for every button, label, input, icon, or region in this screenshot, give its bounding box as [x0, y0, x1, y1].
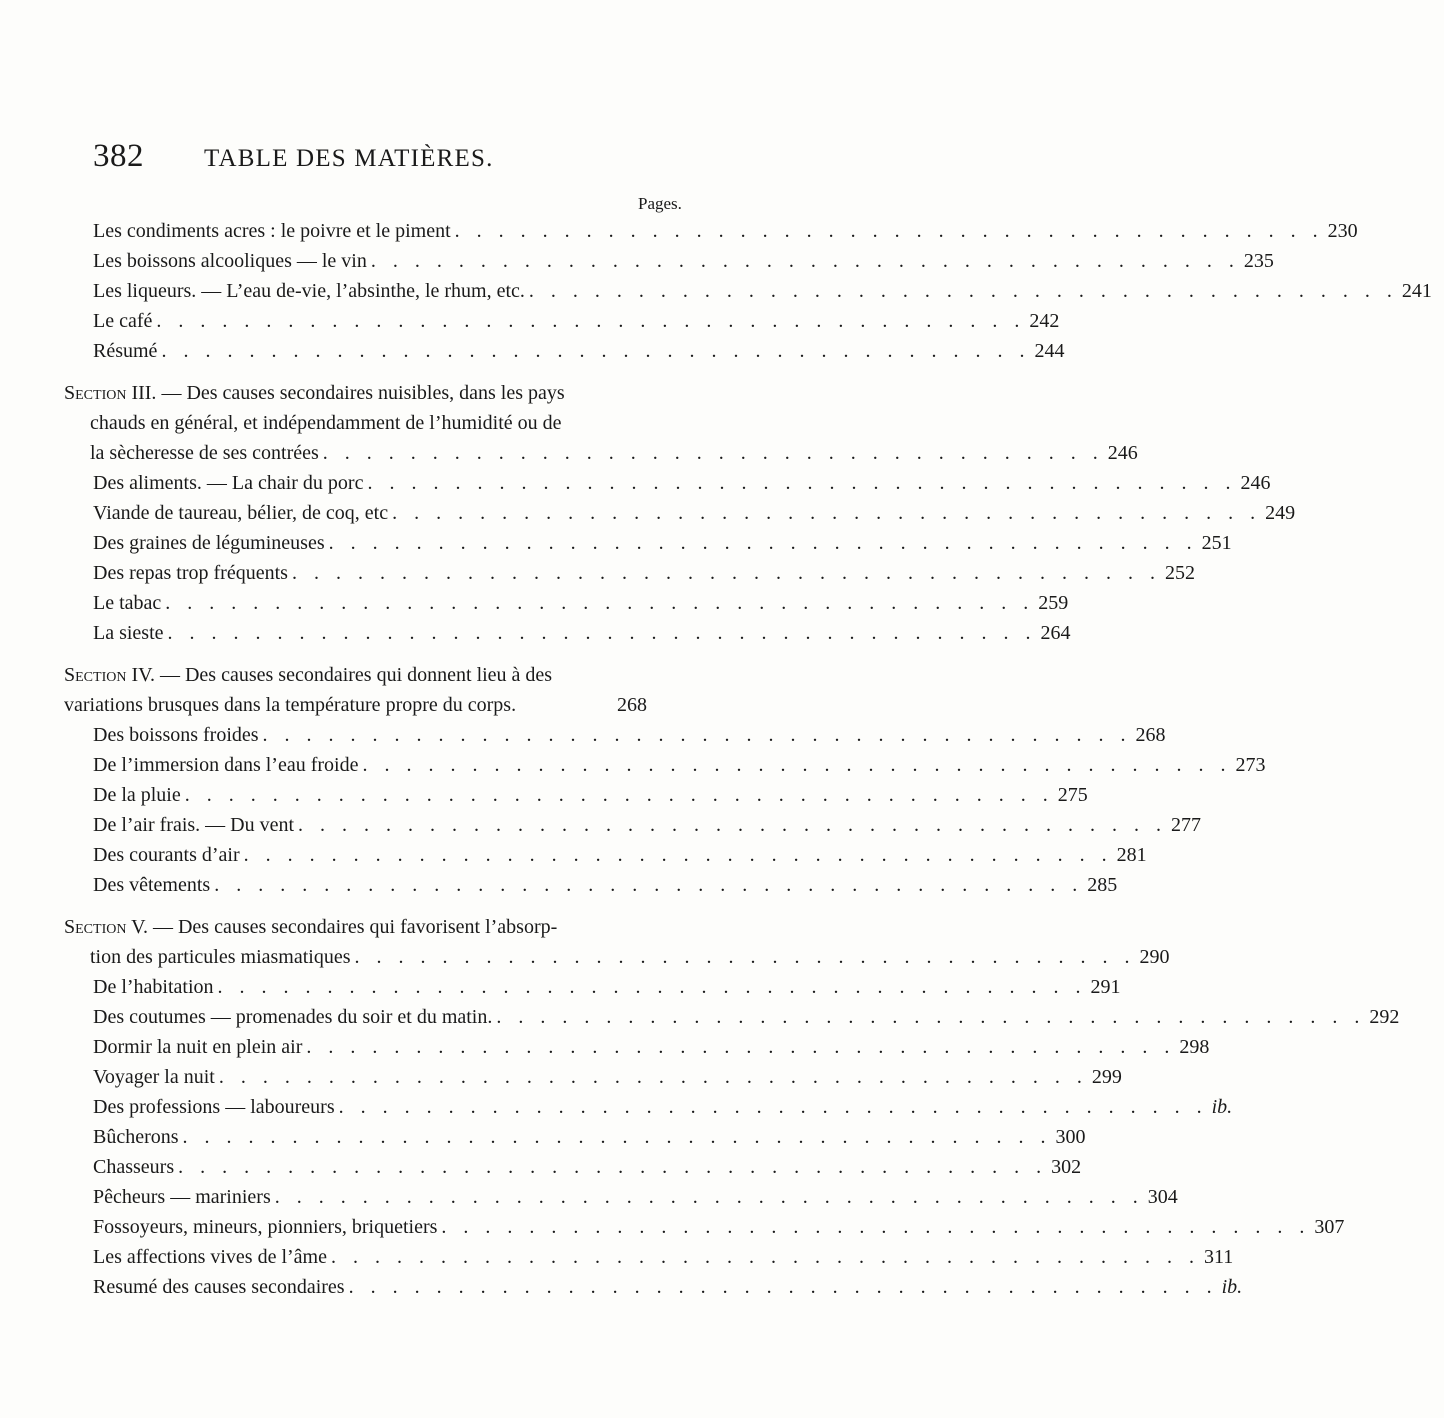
toc-row: [93, 1272, 1243, 1302]
toc-row: [93, 1092, 1233, 1122]
toc-row: [93, 1032, 1210, 1062]
leader-dots: . . . . . . . . . . . . . . . . . . . . . . . . . . . . . . . . . . . . . . . .: [362, 754, 1232, 776]
toc-page: 235: [1243, 250, 1274, 272]
leader-dots: . . . . . . . . . . . . . . . . . . . . . . . . . . . . . . . . . . . . . . . .: [496, 1006, 1366, 1028]
toc-page: 290: [1139, 946, 1170, 968]
leader-dots: . . . . . . . . . . . . . . . . . . . . . . . . . . . . . . . . . . . . . . . .: [161, 340, 1031, 362]
section-prefix: Section: [64, 664, 127, 686]
toc-label: Les liqueurs. — L’eau de-vie, l’absinthe, le rhum, etc.: [93, 280, 525, 302]
toc-page: 246: [1107, 442, 1138, 464]
toc-label: Des aliments. — La chair du porc: [93, 472, 364, 494]
table-of-contents: [0, 216, 1432, 1302]
toc-group-intro: [0, 216, 1432, 366]
toc-label: Les affections vives de l’âme: [93, 1246, 327, 1268]
toc-row: [93, 810, 1202, 840]
section-heading-line: — Des causes secondaires qui favorisent l’absorp-: [152, 916, 558, 938]
toc-page: 230: [1327, 220, 1358, 242]
toc-row: [93, 1182, 1178, 1212]
leader-dots: . . . . . . . . . . . . . . . . . . . . . . . . . . . . . . . . . . . . . . . .: [441, 1216, 1311, 1238]
toc-row: [93, 246, 1274, 276]
toc-label: Dormir la nuit en plein air: [93, 1036, 303, 1058]
leader-dots: . . . . . . . . . . . . . . . . . . . . . . . . . . . . . . . . . . . . . . . .: [370, 250, 1240, 272]
section-heading-line: — Des causes secondaires qui donnent lieu à des: [159, 664, 553, 686]
toc-label: Voyager la nuit: [93, 1066, 215, 1088]
toc-page: 249: [1265, 502, 1296, 524]
toc-page: 252: [1164, 562, 1195, 584]
toc-row: [93, 468, 1271, 498]
leader-dots: . . . . . . . . . . . . . . . . . . . . . . . . . . . . . . . . . . . . . . . .: [298, 814, 1168, 836]
toc-label: De l’immersion dans l’eau froide: [93, 754, 359, 776]
section-prefix: Section: [64, 382, 127, 404]
section-5: [0, 912, 1400, 1302]
toc-page: 275: [1057, 784, 1088, 806]
toc-label: La sieste: [93, 622, 164, 644]
toc-page: 241: [1401, 280, 1432, 302]
leader-dots: . . . . . . . . . . . . . . . . . . . . . . . . . . . . . . . . . . . . . . . .: [182, 1126, 1052, 1148]
leader-dots: . . . . . . . . . . . . . . . . . . . . . . . . . . . . . . . . . . . . . . . .: [214, 874, 1084, 896]
toc-row: [93, 972, 1121, 1002]
toc-label: Resumé des causes secondaires: [93, 1276, 345, 1298]
toc-label: Des coutumes — promenades du soir et du matin.: [93, 1006, 493, 1028]
toc-label: Des vêtements: [93, 874, 211, 896]
leader-dots: . . . . . . . . . . . . . . . . . . . . . . . . . . . . . . . . . . . . . . . .: [218, 1066, 1088, 1088]
toc-label: Résumé: [93, 340, 158, 362]
leader-dots: . . . . . . . . . . . . . . . . . . . . . . . . . . . . . . . . . . . . . . . .: [156, 310, 1026, 332]
toc-label: Chasseurs: [93, 1156, 175, 1178]
leader-dots: . . . . . . . . . . . . . . . . . . . . . . . . . . . . . . . . . . . . . . . .: [291, 562, 1161, 584]
toc-row: [64, 690, 659, 720]
toc-row: [93, 306, 1060, 336]
toc-row: [93, 840, 1147, 870]
toc-page: 302: [1051, 1156, 1082, 1178]
toc-row: [93, 588, 1069, 618]
toc-row: [93, 558, 1195, 588]
toc-label: Le tabac: [93, 592, 162, 614]
toc-row: [93, 336, 1065, 366]
toc-page: 292: [1369, 1006, 1400, 1028]
leader-dots: . . . . . . . . . . . . . . . . . . . . . . . . . . . . . . . . . . . . . . . .: [330, 1246, 1200, 1268]
leader-dots: . . . . . . . . . . . . . . . . . . . . . . . . . . . . . . . . . . . . . . . .: [392, 502, 1262, 524]
toc-label: Des graines de légumineuses: [93, 532, 325, 554]
section-4-heading: [64, 660, 659, 690]
section-3-heading: [64, 378, 659, 408]
leader-dots: . . . . . . . . . . . . . . . . . . . . . . . . . . . . . . . . . . . . . . . .: [165, 592, 1035, 614]
toc-page: ib.: [1211, 1096, 1233, 1118]
toc-row: [93, 1212, 1345, 1242]
toc-page: 251: [1201, 532, 1232, 554]
section-heading-line: chauds en général, et indépendamment de l’humidité ou de: [90, 412, 562, 434]
section-4-entries: [0, 720, 1266, 900]
toc-label: Des boissons froides: [93, 724, 259, 746]
toc-label: Le café: [93, 310, 153, 332]
toc-page: 307: [1314, 1216, 1345, 1238]
toc-row: [93, 720, 1166, 750]
toc-page: 285: [1087, 874, 1118, 896]
leader-dots: . . . . . . . . . . . . . . . . . . . . . . . . . . . . . . . . . . . .: [354, 946, 1136, 968]
leader-dots: . . . . . . . . . . . . . . . . . . . . . . . . . . . . . . . . . . . .: [322, 442, 1104, 464]
toc-page: 300: [1055, 1126, 1086, 1148]
toc-row: [93, 780, 1088, 810]
section-5-heading: [64, 912, 659, 942]
toc-label: Viande de taureau, bélier, de coq, etc: [93, 502, 389, 524]
pages-column-label: Pages.: [638, 194, 682, 213]
toc-page: 281: [1116, 844, 1147, 866]
toc-row: [93, 1002, 1400, 1032]
toc-label: Des repas trop fréquents: [93, 562, 288, 584]
leader-dots: . . . . . . . . . . . . . . . . . . . . . . . . . . . . . . . . . . . . . . . .: [243, 844, 1113, 866]
toc-page: 273: [1235, 754, 1266, 776]
toc-row: [93, 1062, 1122, 1092]
toc-row: [93, 750, 1266, 780]
leader-dots: . . . . . . . . . . . . . . . . . . . . . . . . . . . . . . . . . . . . . . . .: [328, 532, 1198, 554]
section-3-heading-cont: [90, 408, 659, 438]
toc-page: 268: [1135, 724, 1166, 746]
section-3-entries: [0, 468, 1296, 648]
toc-label: Des professions — laboureurs: [93, 1096, 335, 1118]
section-heading-line: — Des causes secondaires nuisibles, dans les pays: [161, 382, 565, 404]
running-title: TABLE DES MATIÈRES.: [204, 145, 494, 172]
leader-dots: . . . . . . . . . . . . . . . . . . . . . . . . . . . . . . . . . . . . . . . .: [348, 1276, 1218, 1298]
section-number: IV.: [131, 664, 155, 686]
page-number: 382: [93, 138, 144, 174]
toc-page: 311: [1203, 1246, 1234, 1268]
leader-dots: . . . . . . . . . . . . . . . . . . . . . . . . . . . . . . . . . . . . . . . .: [528, 280, 1398, 302]
toc-label: De l’air frais. — Du vent: [93, 814, 295, 836]
toc-label: De la pluie: [93, 784, 181, 806]
toc-row: [90, 942, 1170, 972]
leader-dots: . . . . . . . . . . . . . . . . . . . . . . . . . . . . . . . . . . . . . . . .: [338, 1096, 1208, 1118]
toc-page: 291: [1090, 976, 1121, 998]
toc-label: la sècheresse de ses contrées: [90, 442, 319, 464]
toc-row: [93, 276, 1432, 306]
toc-row: [90, 438, 1138, 468]
leader-dots: . . . . . . . . . . . . . . . . . . . . . . . . . . . . . . . . . . . . . . . .: [274, 1186, 1144, 1208]
toc-page: 304: [1147, 1186, 1178, 1208]
toc-label: Fossoyeurs, mineurs, pionniers, briquetiers: [93, 1216, 438, 1238]
leader-dots: . . . . . . . . . . . . . . . . . . . . . . . . . . . . . . . . . . . . . . . .: [367, 472, 1237, 494]
leader-dots: . . . . . . . . . . . . . . . . . . . . . . . . . . . . . . . . . . . . . . . .: [306, 1036, 1176, 1058]
toc-page: 246: [1240, 472, 1271, 494]
toc-row: [93, 528, 1232, 558]
leader-dots: . . . . . . . . . . . . . . . . . . . . . . . . . . . . . . . . . . . . . . . .: [178, 1156, 1048, 1178]
toc-page: 259: [1038, 592, 1069, 614]
toc-label: Les condiments acres : le poivre et le piment: [93, 220, 451, 242]
toc-page: 298: [1179, 1036, 1210, 1058]
toc-page: 242: [1029, 310, 1060, 332]
toc-page: 277: [1171, 814, 1202, 836]
toc-row: [93, 216, 1358, 246]
toc-row: [93, 870, 1118, 900]
toc-row: [93, 1122, 1086, 1152]
section-prefix: Section: [64, 916, 127, 938]
toc-row: [93, 498, 1296, 528]
page-header: [93, 138, 653, 175]
leader-dots: . . . . . . . . . . . . . . . . . . . . . . . . . . . . . . . . . . . . . . . .: [454, 220, 1324, 242]
toc-label: tion des particules miasmatiques: [90, 946, 351, 968]
toc-label: variations brusques dans la température propre du corps.: [64, 694, 517, 716]
toc-label: Des courants d’air: [93, 844, 240, 866]
toc-row: [93, 1242, 1234, 1272]
section-number: V.: [131, 916, 148, 938]
toc-page: 268: [617, 694, 647, 716]
toc-label: De l’habitation: [93, 976, 214, 998]
toc-row: [93, 1152, 1082, 1182]
section-3: [0, 378, 1296, 648]
section-number: III.: [131, 382, 157, 404]
toc-row: [93, 618, 1071, 648]
toc-page: 264: [1040, 622, 1071, 644]
toc-page: 299: [1091, 1066, 1122, 1088]
leader-dots: . . . . . . . . . . . . . . . . . . . . . . . . . . . . . . . . . . . . . . . .: [184, 784, 1054, 806]
toc-label: Pêcheurs — mariniers: [93, 1186, 271, 1208]
toc-label: Bûcherons: [93, 1126, 179, 1148]
toc-label: Les boissons alcooliques — le vin: [93, 250, 367, 272]
leader-dots: . . . . . . . . . . . . . . . . . . . . . . . . . . . . . . . . . . . . . . . .: [262, 724, 1132, 746]
section-4: [0, 660, 1266, 900]
leader-dots: . . . . . . . . . . . . . . . . . . . . . . . . . . . . . . . . . . . . . . . .: [167, 622, 1037, 644]
toc-page: 244: [1034, 340, 1065, 362]
leader-dots: . . . . . . . . . . . . . . . . . . . . . . . . . . . . . . . . . . . . . . . .: [217, 976, 1087, 998]
toc-page: ib.: [1221, 1276, 1243, 1298]
section-5-entries: [0, 972, 1400, 1302]
